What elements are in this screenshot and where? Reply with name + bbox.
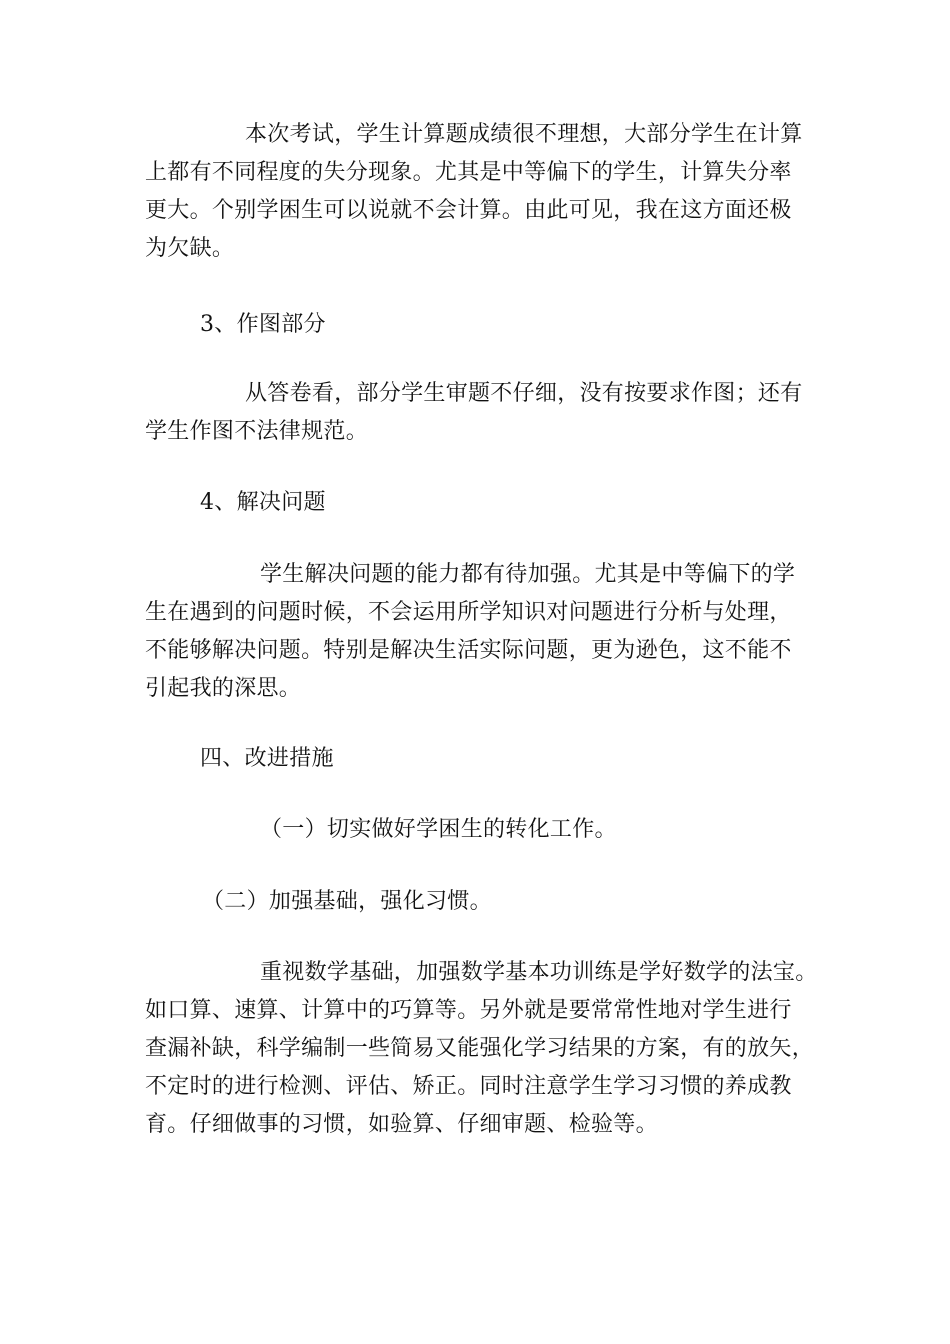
paragraph-line: 学生作图不法律规范。 [145, 419, 369, 444]
paragraph-line: 上都有不同程度的失分现象。尤其是中等偏下的学生，计算失分率 [145, 160, 792, 185]
paragraph-line: 不定时的进行检测、评估、矫正。同时注意学生学习习惯的养成教 [145, 1074, 792, 1099]
paragraph-line: 如口算、速算、计算中的巧算等。另外就是要常常性地对学生进行 [145, 998, 792, 1023]
paragraph-line: 本次考试，学生计算题成绩很不理想，大部分学生在计算 [245, 122, 803, 147]
paragraph-line: 重视数学基础，加强数学基本功训练是学好数学的法宝。 [260, 960, 818, 985]
paragraph-line: 生在遇到的问题时候，不会运用所学知识对问题进行分析与处理， [145, 600, 792, 625]
section-heading-drawing: 3、作图部分 [200, 312, 326, 337]
subheading-struggling-students: （一）切实做好学困生的转化工作。 [260, 817, 617, 842]
section-heading-improvement: 四、改进措施 [200, 746, 334, 771]
paragraph-line: 引起我的深思。 [145, 676, 302, 701]
paragraph-line: 从答卷看，部分学生审题不仔细，没有按要求作图；还有 [245, 381, 803, 406]
section-heading-problem-solving: 4、解决问题 [200, 490, 326, 515]
paragraph-line: 更大。个别学困生可以说就不会计算。由此可见，我在这方面还极 [145, 198, 792, 223]
paragraph-line: 学生解决问题的能力都有待加强。尤其是中等偏下的学 [260, 562, 796, 587]
paragraph-line: 为欠缺。 [145, 236, 235, 261]
subheading-strengthen-basics: （二）加强基础，强化习惯。 [202, 889, 492, 914]
paragraph-line: 育。仔细做事的习惯，如验算、仔细审题、检验等。 [145, 1112, 658, 1137]
paragraph-line: 查漏补缺，科学编制一些简易又能强化学习结果的方案，有的放矢， [145, 1036, 815, 1061]
paragraph-line: 不能够解决问题。特别是解决生活实际问题，更为逊色，这不能不 [145, 638, 792, 663]
